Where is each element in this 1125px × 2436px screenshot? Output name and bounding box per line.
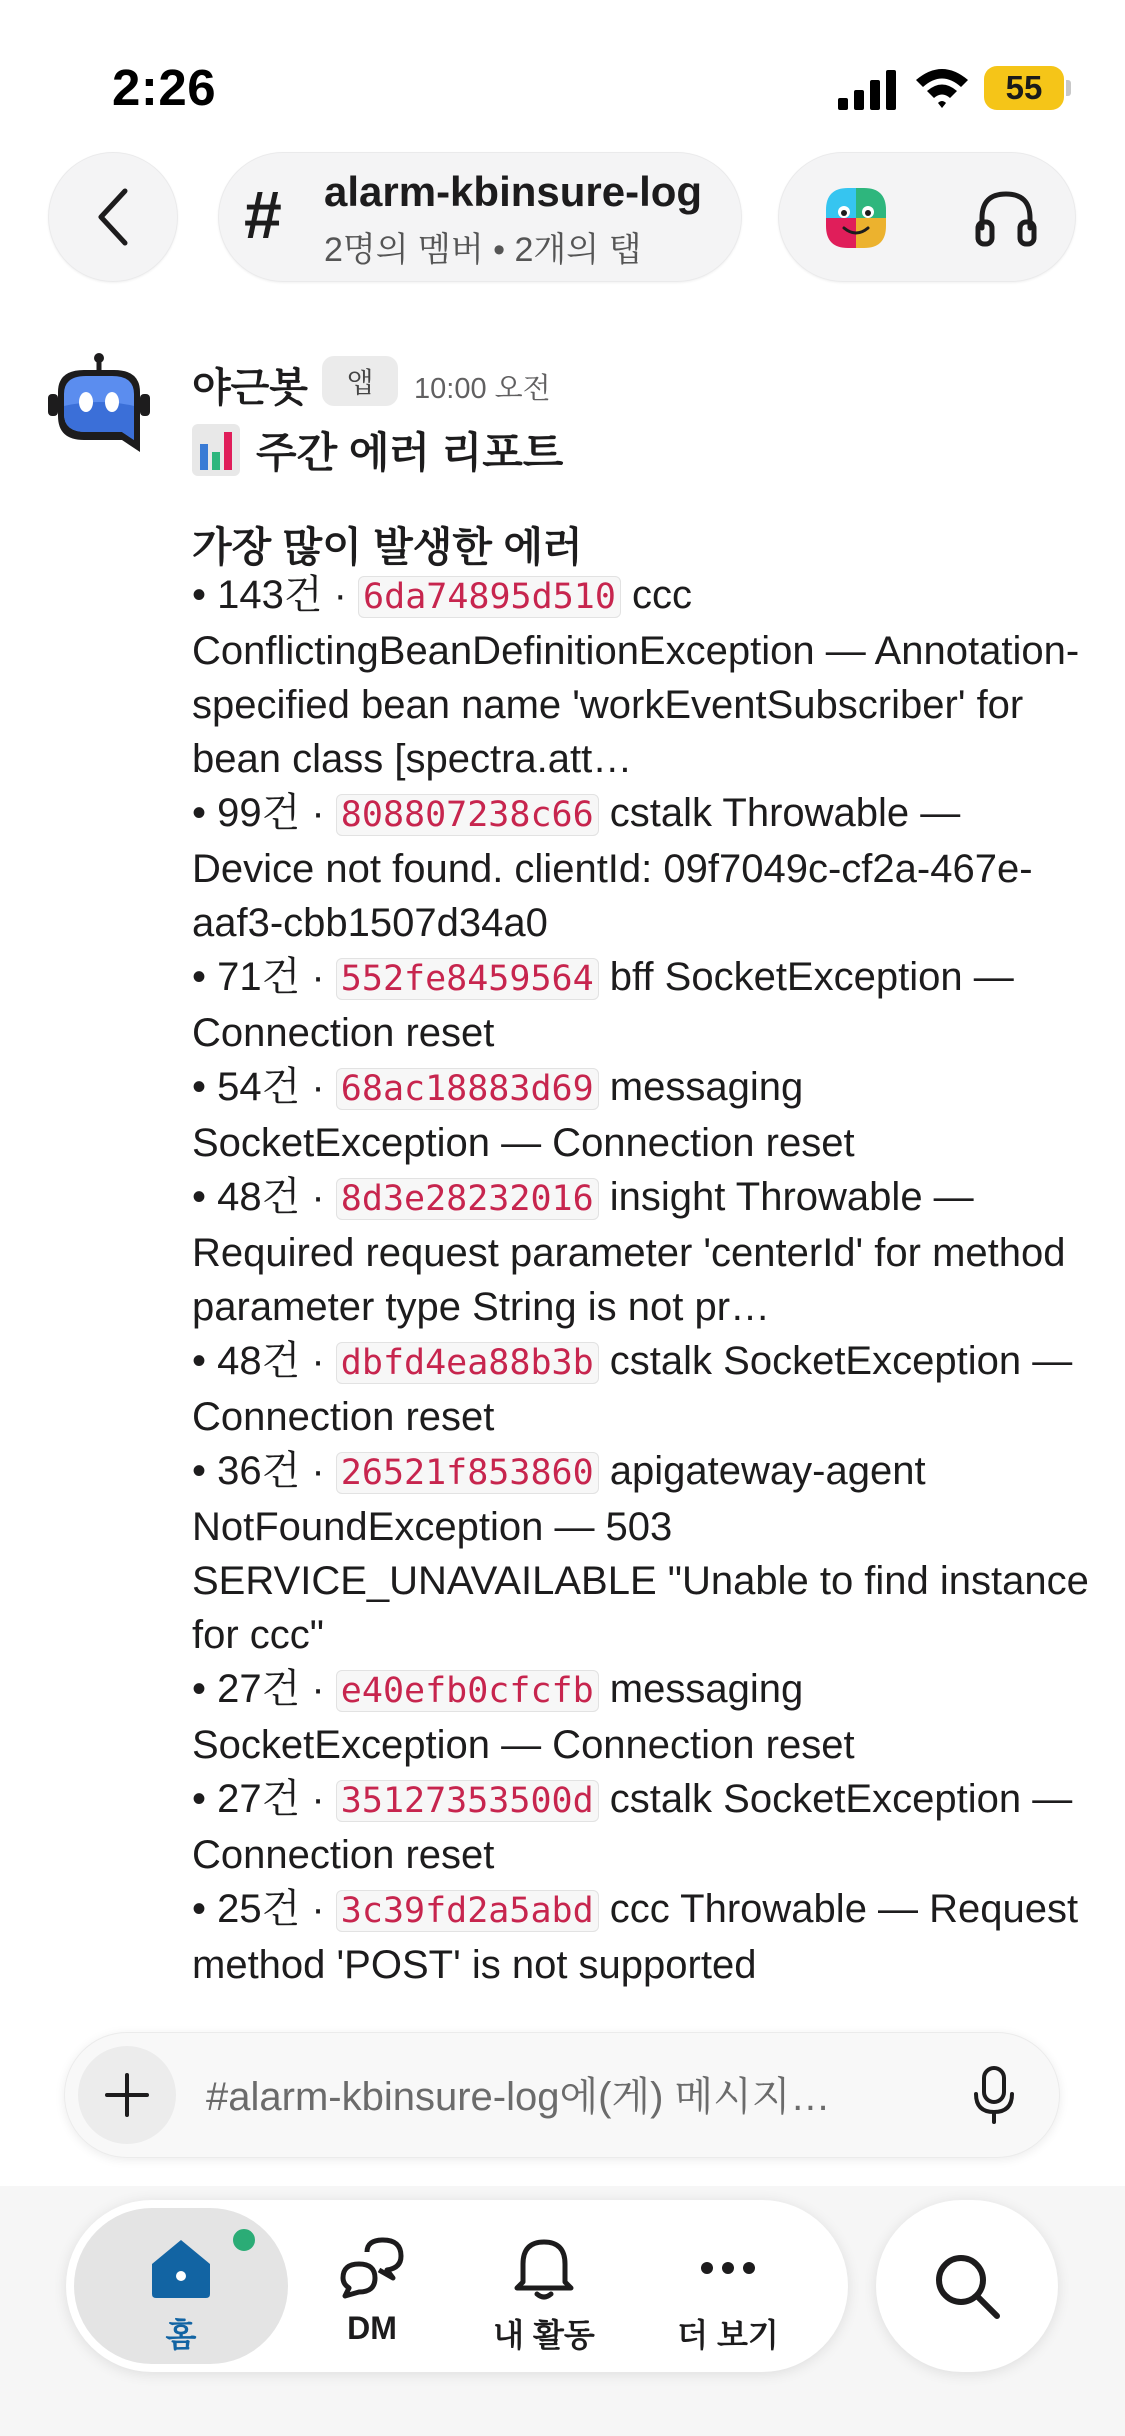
notification-dot [230, 2226, 258, 2254]
search-icon [931, 2250, 1003, 2322]
error-item [192, 1170, 1092, 1334]
error-hash-code[interactable]: 3c39fd2a5abd [336, 1890, 599, 1932]
error-item [192, 1662, 1092, 1772]
error-description: ccc ConflictingBeanDefinitionException — Annotation-specified bean name 'workEventSubscriber' for bean class [spectra.att… [192, 573, 1080, 781]
error-count: • 27건 · [192, 1667, 336, 1711]
dm-icon [337, 2232, 407, 2302]
error-description: cstalk SocketException — Connection reset [192, 1339, 1073, 1439]
tab-activity[interactable] [464, 2208, 624, 2364]
channel-meta: 2명의 멤버 • 2개의 탭 [324, 231, 642, 269]
tab-dm-label: DM [347, 2310, 397, 2346]
error-hash-code[interactable]: e40efb0cfcfb [336, 1670, 599, 1712]
error-description: ccc Throwable — Request method 'POST' is not supported [192, 1887, 1079, 1987]
battery-icon [984, 66, 1064, 110]
error-hash-code[interactable]: 26521f853860 [336, 1452, 599, 1494]
error-item [192, 950, 1092, 1060]
tab-activity-label: 내 활동 [493, 2317, 595, 2353]
wifi-icon [914, 66, 970, 110]
channel-name: alarm-kbinsure-log [324, 168, 703, 215]
error-item [192, 1060, 1092, 1170]
bot-avatar[interactable] [44, 352, 154, 462]
error-count: • 48건 · [192, 1175, 336, 1219]
tab-home-label: 홈 [165, 2317, 197, 2353]
channel-header[interactable] [218, 152, 742, 282]
error-item [192, 1882, 1092, 1992]
error-item [192, 568, 1092, 786]
tab-more[interactable] [648, 2208, 808, 2364]
error-description: insight Throwable — Required request parameter 'centerId' for method parameter type String is not pr… [192, 1175, 1066, 1329]
report-title [192, 420, 563, 480]
error-count: • 71건 · [192, 955, 336, 999]
signal-icon [838, 68, 900, 110]
error-count: • 54건 · [192, 1065, 336, 1109]
error-count: • 36건 · [192, 1449, 336, 1493]
tab-more-label: 더 보기 [677, 2317, 779, 2353]
error-description: cstalk Throwable — Device not found. clientId: 09f7049c-cf2a-467e-aaf3-cbb1507d34a0 [192, 791, 1033, 945]
error-description: bff SocketException — Connection reset [192, 955, 1014, 1055]
error-hash-code[interactable]: 68ac18883d69 [336, 1068, 599, 1110]
bell-icon [509, 2232, 579, 2302]
error-item [192, 786, 1092, 950]
bar-chart-icon [192, 424, 240, 476]
error-list [192, 568, 1092, 1992]
message-input[interactable] [204, 2066, 948, 2128]
tab-home[interactable] [74, 2208, 288, 2364]
tab-dm[interactable] [292, 2208, 452, 2364]
back-button[interactable] [48, 152, 178, 282]
back-icon [93, 187, 133, 247]
battery-tip [1066, 80, 1071, 96]
error-item [192, 1334, 1092, 1444]
error-count: • 27건 · [192, 1777, 336, 1821]
error-item [192, 1772, 1092, 1882]
section-title: 가장 많이 발생한 에러 [192, 524, 583, 570]
error-description: cstalk SocketException — Connection reset [192, 1777, 1073, 1877]
error-description: messaging SocketException — Connection reset [192, 1667, 855, 1767]
error-hash-code[interactable]: 6da74895d510 [358, 576, 621, 618]
battery-level: 55 [1005, 69, 1043, 106]
message-composer [64, 2032, 1060, 2158]
attach-button[interactable] [78, 2046, 176, 2144]
headphones-icon[interactable] [974, 188, 1038, 248]
search-button[interactable] [876, 2200, 1058, 2372]
error-item [192, 1444, 1092, 1662]
more-icon [693, 2232, 763, 2302]
tab-bar [66, 2200, 848, 2372]
sender-name[interactable]: 야근봇 [192, 366, 308, 410]
status-time: 2:26 [112, 59, 217, 116]
hash-icon: # [244, 177, 282, 253]
slack-app-icon[interactable] [820, 182, 892, 254]
error-hash-code[interactable]: 552fe8459564 [336, 958, 599, 1000]
error-description: messaging SocketException — Connection reset [192, 1065, 855, 1165]
message-time: 10:00 오전 [414, 373, 551, 405]
error-count: • 48건 · [192, 1339, 336, 1383]
error-hash-code[interactable]: dbfd4ea88b3b [336, 1342, 599, 1384]
error-count: • 25건 · [192, 1887, 336, 1931]
header-actions [778, 152, 1076, 282]
app-badge: 앱 [322, 356, 398, 406]
error-description: apigateway-agent NotFoundException — 503 SERVICE_UNAVAILABLE "Unable to find instance for ccc" [192, 1449, 1089, 1657]
error-hash-code[interactable]: 35127353500d [336, 1780, 599, 1822]
error-hash-code[interactable]: 808807238c66 [336, 794, 599, 836]
home-icon [146, 2232, 216, 2302]
error-count: • 143건 · [192, 573, 359, 617]
microphone-icon[interactable] [970, 2064, 1018, 2126]
plus-icon [103, 2071, 151, 2119]
report-title-text: 주간 에러 리포트 [256, 429, 564, 476]
error-count: • 99건 · [192, 791, 336, 835]
error-hash-code[interactable]: 8d3e28232016 [336, 1178, 599, 1220]
